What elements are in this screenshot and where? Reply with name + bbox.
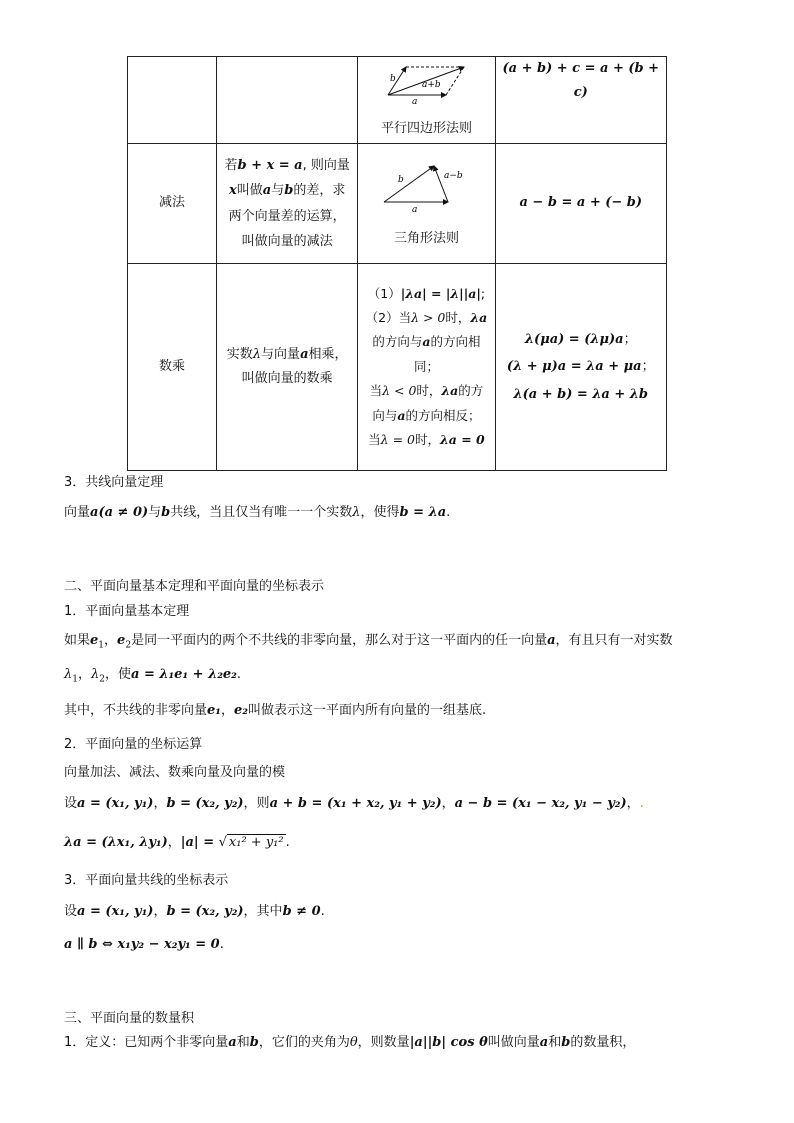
coordinate-ops-subtitle: 向量加法、减法、数乘向量及向量的模	[64, 765, 286, 780]
collinear-coord-line2: a ∥ b ⇔ x₁y₂ − x₂y₁ = 0.	[64, 937, 224, 952]
collinear-theorem-title: 3．共线向量定理	[64, 475, 164, 490]
svg-text:a−b: a−b	[444, 170, 464, 181]
cell-subtraction-definition: 若b + x = a, 则向量 x叫做a与b的差，求 两个向量差的运算， 叫做向量的减法	[216, 144, 357, 264]
cell-subtraction-law: a − b = a + (− b)	[495, 144, 666, 264]
collinear-coord-title: 3．平面向量共线的坐标表示	[64, 873, 229, 888]
basic-theorem-line2: $\lambda_1$，$\lambda_2$，使a = λ₁e₁ + λ₂e₂.	[64, 667, 242, 685]
svg-text:b: b	[398, 174, 405, 185]
cell-scalar-definition: 实数λ与向量a相乘， 叫做向量的数乘	[216, 264, 357, 471]
cell-empty-1	[128, 57, 217, 144]
coordinate-scalar-modulus: λa = (λx₁, λy₁)，|a| = √ x₁² + y₁² .	[64, 835, 290, 850]
coordinate-ops-title: 2．平面向量的坐标运算	[64, 737, 203, 752]
cell-scalar-rules: （1）|λa| = |λ||a|; （2）当λ > 0时，λa 的方向与a的方向相 同； 当λ < 0时，λa的方 向与a的方向相反； 当λ = 0时，λa = 0	[358, 264, 495, 471]
triangle-caption: 三角形法则	[393, 231, 459, 246]
triangle-diagram	[378, 156, 474, 216]
cell-scalar-laws: λ(μa) = (λμ)a； (λ + μ)a = λa + μa； λ(a + b) = λa + λb	[495, 264, 666, 471]
basic-theorem-line1: 如果$e_1$，$e_2$是同一平面内的两个不共线的非零向量，那么对于这一平面内的任一向量a，有且只有一对实数	[64, 633, 673, 651]
table-row-subtraction	[128, 144, 667, 264]
basic-theorem-title: 1．平面向量基本定理	[64, 604, 190, 619]
dot-product-definition: 1．定义：已知两个非零向量a和b，它们的夹角为θ，则数量|a||b| cos θ叫做向量a和b的数量积，	[64, 1035, 636, 1050]
associative-law: (a + b) + c = a + (b + c)	[502, 61, 660, 101]
cell-empty-2	[216, 57, 357, 144]
table-row-scalar-multiplication	[128, 264, 667, 471]
label-a: a	[412, 97, 418, 106]
coordinate-add-sub: 设a = (x₁, y₁)，b = (x₂, y₂)，则a + b = (x₁ + x₂, y₁ + y₂)，a − b = (x₁ − x₂, y₁ − y₂)，.	[64, 796, 644, 811]
label-b: b	[390, 74, 397, 85]
cell-triangle-figure	[358, 144, 495, 264]
svg-text:a: a	[412, 204, 418, 215]
table-row-addition	[128, 57, 667, 144]
collinear-theorem-text: 向量a(a ≠ 0)与b共线，当且仅当有唯一一个实数λ，使得b = λa.	[64, 505, 451, 520]
collinear-coord-line1: 设a = (x₁, y₁)，b = (x₂, y₂)，其中b ≠ 0.	[64, 904, 325, 919]
cell-subtraction-name: 减法	[128, 144, 217, 264]
label-a-plus-b: a+b	[422, 80, 442, 91]
vector-operations-table	[127, 56, 667, 471]
parallelogram-caption: 平行四边形法则	[380, 120, 472, 136]
parallelogram-diagram	[378, 59, 474, 105]
part2-title: 二、平面向量基本定理和平面向量的坐标表示	[64, 579, 325, 594]
cell-associative-law	[495, 57, 666, 144]
cell-scalar-name: 数乘	[128, 264, 217, 471]
part3-title: 三、平面向量的数量积	[64, 1011, 195, 1026]
basis-definition: 其中，不共线的非零向量e₁，e₂叫做表示这一平面内所有向量的一组基底.	[64, 703, 487, 718]
cell-parallelogram-figure	[358, 57, 495, 144]
